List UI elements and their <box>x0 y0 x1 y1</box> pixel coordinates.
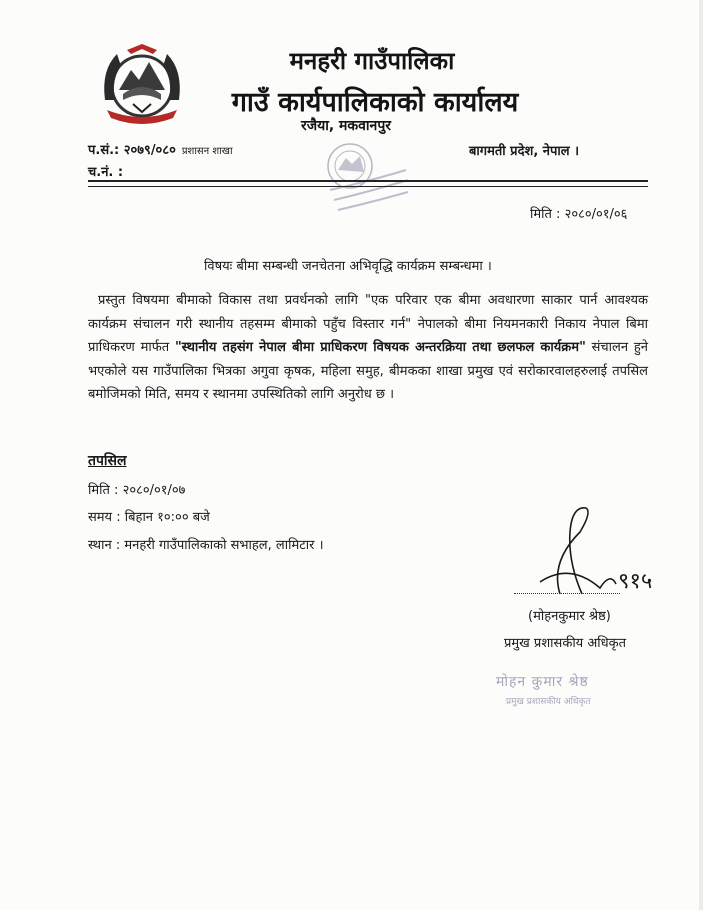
province-name: बागमती प्रदेश, नेपाल । <box>469 144 580 159</box>
office-name: गाउँ कार्यपालिकाको कार्यालय <box>231 87 519 118</box>
municipality-name: मनहरी गाउँपालिका <box>289 47 455 75</box>
office-address: रजैया, मकवानपुर <box>300 118 392 134</box>
chalani-number: च.नं. : <box>88 165 124 180</box>
patra-sankhya: प.सं.: २०७९/०८० <box>88 143 176 158</box>
section-name: प्रशासन शाखा <box>181 146 233 157</box>
body-text-1: प्रस्तुत विषयमा बीमाको विकास तथा प्रवर्धनको लागि "एक परिवार एक बीमा अवधारणा साकार पार्न आवश्यक कार्यक्रम संचालन गरी स्थानीय तहसम्म बीमाको पहुँच विस्तार गर्न" नेपालको बीमा नियमनकारी निकाय नेपाल बिमा प्राधिकरण मार्फत <box>88 293 648 355</box>
handwritten-signature-icon <box>520 502 660 598</box>
schedule-place: स्थान : मनहरी गाउँपालिकाको सभाहल, लामिटार । <box>88 538 324 553</box>
header-rule-thick <box>88 180 648 182</box>
program-name: "स्थानीय तहसंग नेपाल बीमा प्राधिकरण विषयक अन्तरक्रिया तथा छलफल कार्यक्रम" <box>175 340 586 355</box>
title-stamp: प्रमुख प्रशासकीय अधिकृत <box>506 697 591 707</box>
signature-scribble: ९१५ <box>618 569 653 594</box>
reference-number <box>88 140 233 158</box>
signatory-title: प्रमुख प्रशासकीय अधिकृत <box>504 636 627 651</box>
schedule-date: मिति : २०८०/०१/०७ <box>88 483 186 498</box>
header-rule-thin <box>88 186 648 187</box>
signature-line <box>514 593 620 594</box>
schedule-time: समय : बिहान १०:०० बजे <box>88 510 210 525</box>
schedule-heading: तपसिल <box>88 453 127 469</box>
office-seal-icon <box>316 140 412 218</box>
signatory-name: (मोहनकुमार श्रेष्ठ) <box>528 609 611 624</box>
name-stamp: मोहन कुमार श्रेष्ठ <box>496 674 589 690</box>
scan-edge <box>699 0 703 910</box>
body-text-2: संचालन हुने भएकोले यस गाउँपालिका भित्रका अगुवा कृषक, महिला समुह, बीमकका शाखा प्रमुख एवं सरोकारवालहरुलाई तपसिल बमोजिमको मिति, समय र स्थानमा उपस्थितिको लागि अनुरोध छ । <box>88 340 648 402</box>
letter-subject: विषयः बीमा सम्बन्धी जनचेतना अभिवृद्धि कार्यक्रम सम्बन्धमा । <box>204 259 492 274</box>
nepal-emblem-icon <box>97 40 187 128</box>
letter-date: मिति : २०८०/०१/०६ <box>530 207 628 222</box>
letter-body <box>88 289 648 407</box>
